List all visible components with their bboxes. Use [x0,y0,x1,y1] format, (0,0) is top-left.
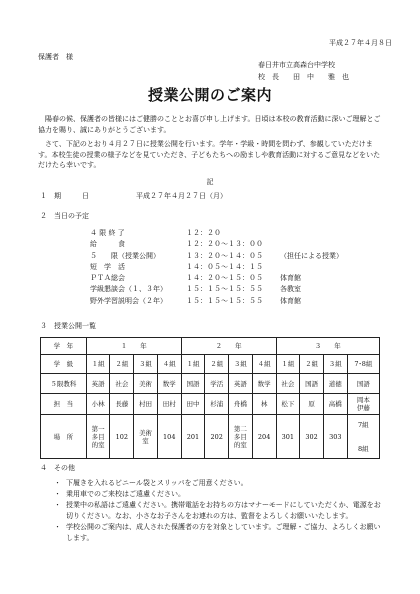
class-cell: １組 [86,355,110,374]
class-cell: ４組 [157,355,181,374]
subject-cell: 数学 [252,374,276,394]
schedule-time: １３：２０～１４：０５ [186,251,263,260]
date-item [40,193,227,200]
note-item [54,500,384,522]
principal-name: 校 長 田 中 雅 也 [258,73,349,81]
schedule-row [90,284,343,295]
teacher-cell: 松下 [276,394,300,415]
subject-cell: 学活 [205,374,229,394]
teacher-cell: 杉浦 [205,394,229,415]
room-cell: 302 [300,415,324,459]
table-row-subject [41,374,380,394]
room-cell: 201 [181,415,205,459]
schedule-heading: ２ 当日の予定 [40,212,89,220]
row-label-room: 場 所 [41,415,87,459]
schedule-row [90,251,343,262]
schedule-event: 短 学 活 [90,262,125,271]
schedule-time: １５：１５～１５：５５ [186,285,263,294]
teacher-cell: 長藤 [110,394,134,415]
subject-cell: 社会 [110,374,134,394]
room-cell: 303 [323,415,347,459]
schedule-row [90,239,343,250]
class-cell: ２組 [110,355,134,374]
subject-cell: 社会 [276,374,300,394]
class-cell: ３組 [229,355,253,374]
schedule-time: １４：２０～１５：０５ [186,274,263,283]
schedule-event: 学級懇談会（１、３年） [90,285,167,294]
school-name: 春日井市立高森台中学校 [258,61,335,69]
table-row-grade [41,338,380,355]
table-row-room [41,415,380,459]
note-text: 学校公開のご案内は、成人された保護者の方を対象としています。ご理解・ご協力、よろしくお願いします。 [66,523,381,542]
teacher-cell: 原 [300,394,324,415]
date-item-label: １ 期 日 [40,192,89,200]
room-cell: 301 [276,415,300,459]
intro-paragraph-1: 陽春の候、保護者の皆様にはご健勝のこととお喜び申し上げます。日頃は本校の教育活動に深いご理解とご協力を賜り、誠にありがとうございます。 [38,115,381,134]
notes-heading: ４ その他 [40,464,75,472]
teacher-cell: 村田 [134,394,158,415]
open-class-heading: ３ 授業公開一覧 [40,322,96,330]
room-cell: 202 [205,415,229,459]
schedule-place: 体育館 [280,274,301,283]
schedule-list [90,228,343,307]
note-text: 乗用車でのご来校はご遠慮ください。 [66,490,185,498]
room-cell: 第一 多目 的室 [86,415,110,459]
subject-cell: 英語 [229,374,253,394]
date-item-value: 平成２７年４月２７日（月） [136,192,227,200]
teacher-cell: 舟橋 [229,394,253,415]
teacher-cell: 小林 [86,394,110,415]
intro-paragraph-2: さて、下記のとおり４月２７日に授業公開を行います。学年・学級・時間を問わず、参観していただけます。本校生徒の授業の様子などを見ていただき、子どもたちへの励ましや教育活動に対するご意見などをいただけたら幸いです。 [38,140,381,169]
schedule-event: 野外学習説明会（２年） [90,296,167,305]
row-label-teacher: 担 当 [41,394,87,415]
grade-2-header: ２ 年 [181,338,276,355]
subject-cell: 数学 [157,374,181,394]
room-cell: 204 [252,415,276,459]
note-item [54,478,384,489]
schedule-row [90,262,343,273]
class-cell: ３組 [323,355,347,374]
schedule-time: １２：２０～１３：００ [186,240,263,249]
subject-cell: 英語 [86,374,110,394]
class-cell: 7･8組 [347,355,379,374]
subject-cell: 美術 [134,374,158,394]
schedule-event: 給 食 [90,240,125,249]
note-text: 下履きを入れるビニール袋とスリッパをご用意ください。 [66,479,248,487]
teacher-cell: 林 [252,394,276,415]
schedule-time: １５：１５～１５：５５ [186,296,263,305]
table-row-teacher [41,394,380,415]
open-class-table [40,337,380,459]
bullet-icon: ・ [54,479,61,487]
schedule-event: ４ 限 終 了 [90,229,125,237]
room-cell: 104 [157,415,181,459]
grade-1-header: １ 年 [86,338,181,355]
teacher-cell: 高橋 [323,394,347,415]
teacher-cell: 岡本 伊藤 [347,394,379,415]
row-label-class: 学 級 [41,355,87,374]
recipient-line: 保護者 様 [38,53,73,61]
bullet-icon: ・ [54,523,61,531]
schedule-row [90,296,343,307]
room-cell: 102 [110,415,134,459]
class-cell: ２組 [205,355,229,374]
schedule-place: 体育館 [280,296,301,305]
schedule-row [90,228,343,239]
schedule-place: 各教室 [280,285,301,294]
bullet-icon: ・ [54,501,61,509]
schedule-event: ＰＴＡ総会 [90,274,125,283]
page-title: 授業公開のご案内 [147,86,272,104]
schedule-place: （担任による授業） [280,251,343,260]
class-cell: ４組 [252,355,276,374]
subject-cell: 国語 [300,374,324,394]
note-item [54,489,384,500]
table-row-class [41,355,380,374]
grade-3-header: ３ 年 [276,338,380,355]
note-text: 授業中の私語はご遠慮ください。携帯電話をお持ちの方はマナーモードにしていただくか、電源をお切りください。なお、小さなお子さんをお連れの方は、監督をよろしくお願いいたします。 [66,501,381,520]
class-cell: ３組 [134,355,158,374]
class-cell: ２組 [300,355,324,374]
ki-heading: 記 [206,178,214,186]
subject-cell: 国語 [347,374,379,394]
teacher-cell: 田中 [181,394,205,415]
room-cell: 美術 室 [134,415,158,459]
schedule-event: ５ 限（授業公開） [90,251,160,260]
row-label-grade: 学 年 [41,338,87,355]
row-label-subject: ５限教科 [41,374,87,394]
schedule-row [90,273,343,284]
subject-cell: 道徳 [323,374,347,394]
room-cell: 7組 8組 [347,415,379,459]
document-date: 平成２７年４月８日 [329,39,392,47]
schedule-time: １４：０５～１４：１５ [186,262,263,271]
bullet-icon: ・ [54,490,61,498]
notes-list [54,478,384,544]
note-item [54,522,384,544]
class-cell: １組 [276,355,300,374]
schedule-time: １２：２０ [186,229,221,237]
room-cell: 第二 多目 的室 [229,415,253,459]
subject-cell: 国語 [181,374,205,394]
class-cell: １組 [181,355,205,374]
teacher-cell: 田村 [157,394,181,415]
